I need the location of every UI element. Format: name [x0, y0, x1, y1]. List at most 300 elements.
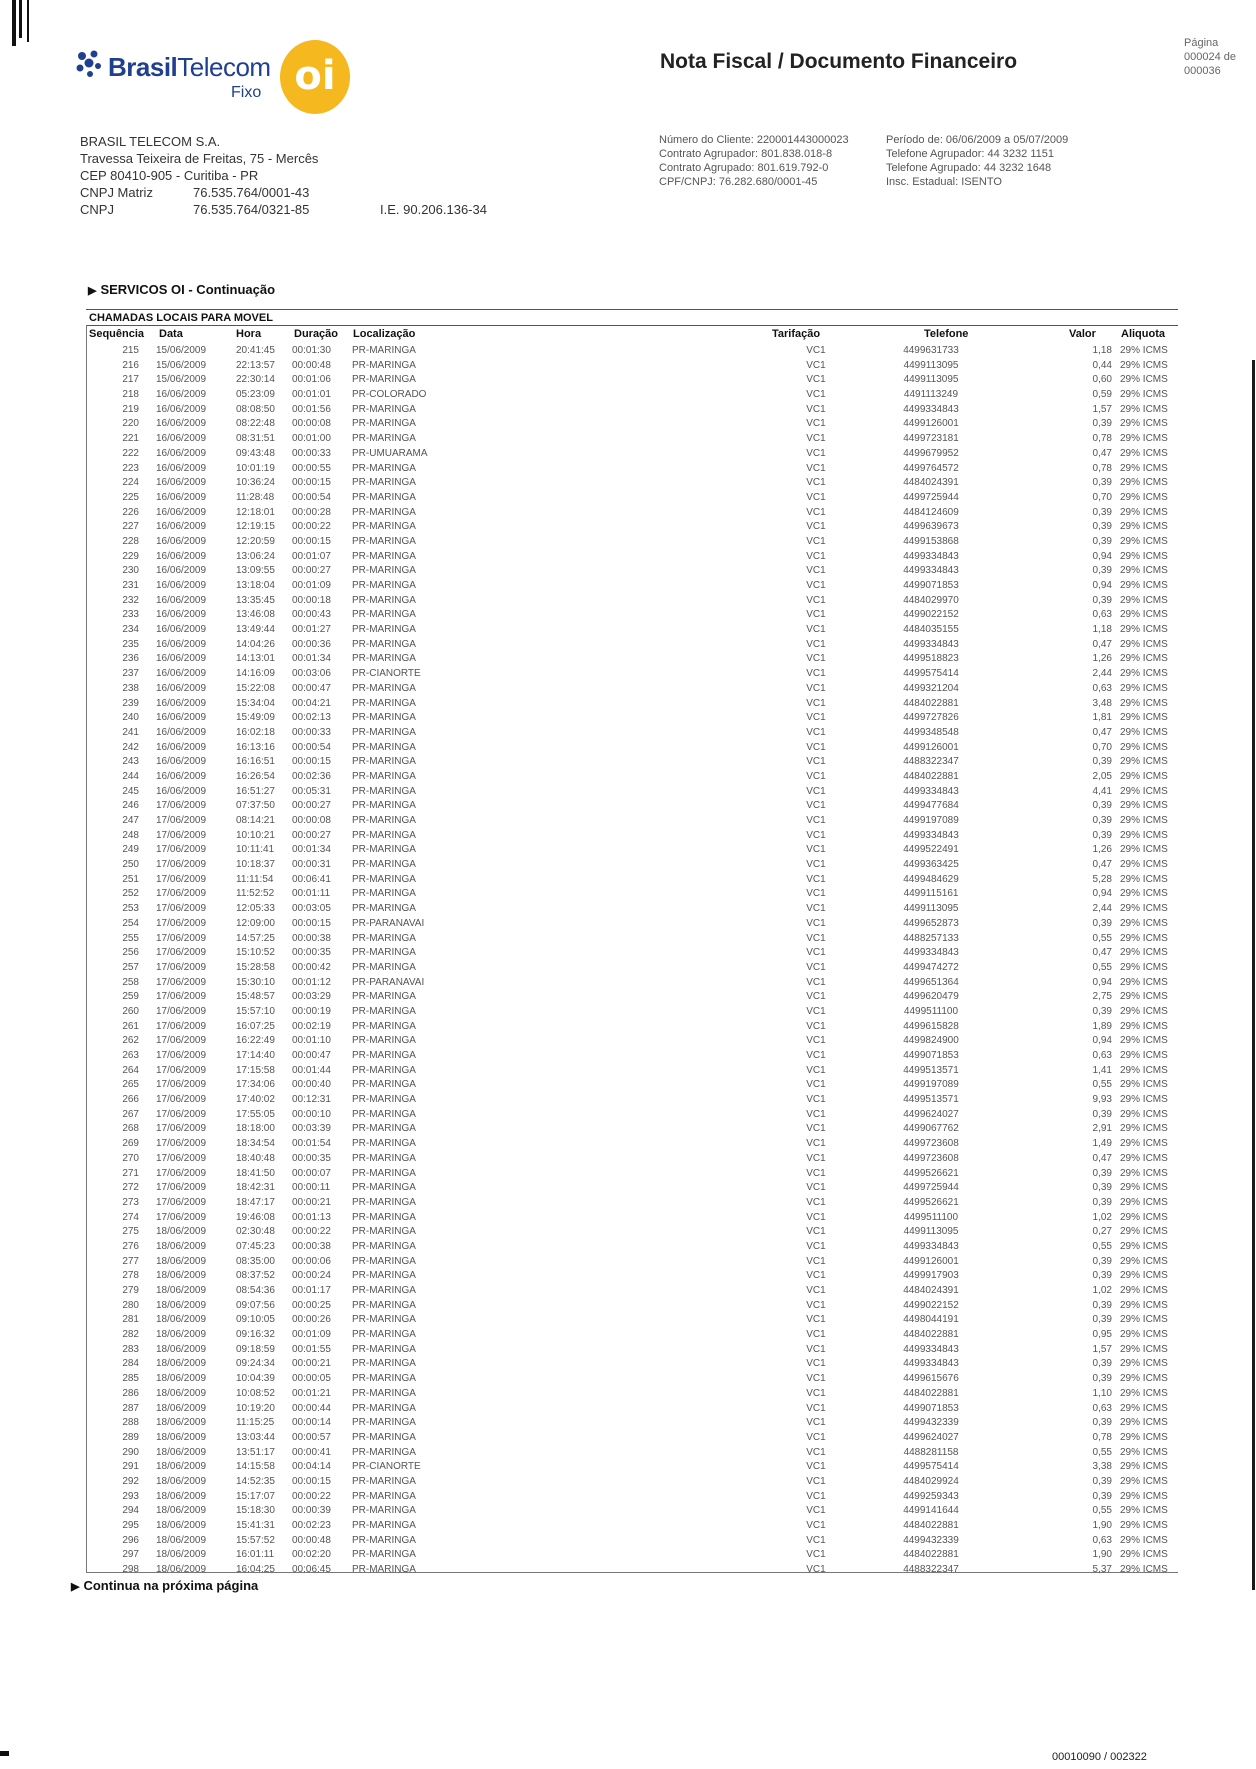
call-date: 15/06/2009 [156, 345, 207, 356]
call-value: 0,70 [1092, 491, 1112, 503]
call-date: 16/06/2009 [156, 726, 207, 738]
call-location: PR-MARINGA [352, 859, 416, 871]
call-date: 16/06/2009 [156, 682, 207, 694]
call-hour: 15:57:52 [236, 1534, 275, 1546]
call-value: 0,55 [1092, 1079, 1112, 1091]
call-value: 0,47 [1092, 447, 1112, 459]
call-hour: 08:22:48 [236, 418, 275, 430]
call-phone: 4499484629 [903, 873, 959, 885]
call-value: 0,70 [1092, 741, 1112, 753]
call-duration: 00:00:47 [292, 682, 331, 694]
calls-table [86, 344, 1178, 1578]
table-row [86, 403, 1178, 418]
call-hour: 08:54:36 [236, 1285, 275, 1296]
call-hour: 10:19:20 [236, 1402, 275, 1414]
call-hour: 13:06:24 [236, 550, 275, 562]
call-duration: 00:00:41 [292, 1446, 331, 1458]
call-rate: 29% ICMS [1120, 1240, 1168, 1252]
call-rate: 29% ICMS [1120, 594, 1168, 606]
call-phone: 4499651364 [903, 976, 959, 988]
call-value: 0,47 [1092, 1152, 1112, 1164]
table-row [86, 1064, 1178, 1079]
call-rate: 29% ICMS [1120, 1505, 1168, 1517]
call-phone: 4499723181 [903, 433, 959, 445]
call-rate: 29% ICMS [1120, 1549, 1168, 1561]
call-rate: 29% ICMS [1120, 976, 1168, 988]
call-value: 1,90 [1092, 1520, 1112, 1531]
call-tariff: VC1 [806, 800, 826, 812]
call-sequence: 251 [122, 873, 139, 885]
call-sequence: 217 [122, 374, 139, 386]
call-hour: 15:17:07 [236, 1490, 275, 1502]
call-duration: 00:00:15 [292, 1475, 331, 1487]
table-row [86, 887, 1178, 902]
call-value: 1,57 [1092, 403, 1112, 415]
call-tariff: VC1 [806, 697, 826, 709]
call-duration: 00:00:15 [292, 756, 331, 768]
call-location: PR-COLORADO [352, 389, 427, 401]
call-sequence: 260 [122, 1005, 139, 1017]
call-location: PR-MARINGA [352, 873, 416, 885]
call-date: 17/06/2009 [156, 947, 207, 959]
call-rate: 29% ICMS [1120, 1182, 1168, 1194]
call-tariff: VC1 [806, 491, 826, 503]
company-address: Travessa Teixeira de Freitas, 75 - Mercês [80, 151, 319, 166]
call-phone: 4499334843 [903, 785, 959, 797]
call-rate: 29% ICMS [1120, 1431, 1168, 1443]
call-sequence: 290 [122, 1446, 139, 1458]
call-tariff: VC1 [806, 403, 826, 415]
table-row [86, 1196, 1178, 1211]
table-row [86, 388, 1178, 403]
call-duration: 00:00:25 [292, 1299, 331, 1311]
call-phone: 4499126001 [903, 418, 959, 430]
call-sequence: 283 [122, 1343, 139, 1355]
call-date: 18/06/2009 [156, 1549, 207, 1561]
call-rate: 29% ICMS [1120, 682, 1168, 694]
call-date: 16/06/2009 [156, 697, 207, 709]
call-tariff: VC1 [806, 1005, 826, 1017]
call-tariff: VC1 [806, 550, 826, 562]
call-date: 17/06/2009 [156, 1211, 207, 1223]
call-phone: 4499334843 [903, 829, 959, 841]
call-tariff: VC1 [806, 1490, 826, 1502]
call-phone: 4499153868 [903, 535, 959, 547]
call-duration: 00:01:10 [292, 1035, 331, 1047]
call-date: 16/06/2009 [156, 580, 207, 591]
call-rate: 29% ICMS [1120, 1343, 1168, 1355]
call-duration: 00:00:08 [292, 418, 331, 430]
call-date: 16/06/2009 [156, 535, 207, 547]
call-location: PR-MARINGA [352, 1035, 416, 1047]
call-rate: 29% ICMS [1120, 653, 1168, 665]
call-duration: 00:00:33 [292, 726, 331, 738]
call-rate: 29% ICMS [1120, 1167, 1168, 1179]
table-row [86, 373, 1178, 388]
company-cep: CEP 80410-905 - Curitiba - PR [80, 168, 259, 183]
call-date: 17/06/2009 [156, 1123, 207, 1135]
call-location: PR-MARINGA [352, 829, 416, 841]
call-value: 3,48 [1092, 697, 1112, 709]
call-rate: 29% ICMS [1120, 741, 1168, 753]
call-tariff: VC1 [806, 1123, 826, 1135]
call-tariff: VC1 [806, 624, 826, 636]
call-date: 16/06/2009 [156, 741, 207, 753]
table-row [86, 520, 1178, 535]
call-sequence: 258 [122, 976, 139, 988]
call-rate: 29% ICMS [1120, 1138, 1168, 1150]
call-hour: 10:08:52 [236, 1387, 275, 1399]
call-hour: 16:51:27 [236, 785, 275, 797]
call-duration: 00:00:21 [292, 1196, 331, 1208]
table-row [86, 1475, 1178, 1490]
call-sequence: 227 [122, 521, 139, 533]
call-tariff: VC1 [806, 1285, 826, 1296]
call-rate: 29% ICMS [1120, 535, 1168, 547]
call-value: 2,91 [1092, 1123, 1112, 1135]
call-rate: 29% ICMS [1120, 668, 1168, 680]
call-phone: 4499575414 [903, 1461, 959, 1473]
call-phone: 4499115161 [903, 888, 959, 900]
table-row [86, 873, 1178, 888]
table-row [86, 1357, 1178, 1372]
call-sequence: 242 [122, 741, 139, 753]
call-value: 0,55 [1092, 961, 1112, 973]
call-date: 16/06/2009 [156, 653, 207, 665]
col-header-value: Valor [1069, 328, 1096, 340]
call-duration: 00:01:27 [292, 624, 331, 636]
call-location: PR-CIANORTE [352, 1461, 421, 1473]
call-sequence: 240 [122, 712, 139, 724]
call-rate: 29% ICMS [1120, 888, 1168, 900]
call-sequence: 266 [122, 1094, 139, 1106]
call-rate: 29% ICMS [1120, 1446, 1168, 1458]
call-value: 0,78 [1092, 433, 1112, 445]
call-location: PR-MARINGA [352, 1387, 416, 1399]
call-hour: 14:04:26 [236, 638, 275, 650]
table-row [86, 785, 1178, 800]
call-phone: 4499126001 [903, 1255, 959, 1267]
call-hour: 11:15:25 [236, 1417, 275, 1429]
table-row [86, 564, 1178, 579]
call-tariff: VC1 [806, 638, 826, 650]
call-location: PR-MARINGA [352, 1196, 416, 1208]
call-value: 0,55 [1092, 1240, 1112, 1252]
call-duration: 00:03:39 [292, 1123, 331, 1135]
call-hour: 12:20:59 [236, 535, 275, 547]
call-date: 18/06/2009 [156, 1373, 207, 1385]
call-hour: 13:46:08 [236, 609, 275, 621]
call-tariff: VC1 [806, 1270, 826, 1282]
call-phone: 4499334843 [903, 638, 959, 650]
call-value: 0,39 [1092, 535, 1112, 547]
call-tariff: VC1 [806, 1505, 826, 1517]
call-value: 0,47 [1092, 859, 1112, 871]
call-phone: 4499334843 [903, 550, 959, 562]
page-number [1184, 36, 1248, 78]
call-tariff: VC1 [806, 1152, 826, 1164]
table-row [86, 1460, 1178, 1475]
call-phone: 4499334843 [903, 403, 959, 415]
call-date: 17/06/2009 [156, 829, 207, 841]
call-phone: 4499522491 [903, 844, 959, 856]
divider [86, 309, 1178, 310]
call-duration: 00:00:15 [292, 535, 331, 547]
call-date: 17/06/2009 [156, 1108, 207, 1120]
call-rate: 29% ICMS [1120, 1285, 1168, 1296]
call-phone: 4499113095 [903, 359, 959, 371]
call-rate: 29% ICMS [1120, 345, 1168, 356]
call-date: 17/06/2009 [156, 873, 207, 885]
call-value: 1,49 [1092, 1138, 1112, 1150]
call-tariff: VC1 [806, 976, 826, 988]
call-rate: 29% ICMS [1120, 903, 1168, 915]
call-phone: 4488257133 [903, 932, 959, 944]
call-tariff: VC1 [806, 374, 826, 386]
call-phone: 4491113249 [903, 389, 959, 401]
call-sequence: 248 [122, 829, 139, 841]
call-hour: 12:05:33 [236, 903, 275, 915]
call-sequence: 268 [122, 1123, 139, 1135]
col-header-tariff: Tarifação [772, 328, 821, 340]
call-phone: 4499022152 [903, 609, 959, 621]
call-date: 16/06/2009 [156, 712, 207, 724]
table-row [86, 1269, 1178, 1284]
call-sequence: 280 [122, 1299, 139, 1311]
call-phone: 4499575414 [903, 668, 959, 680]
call-date: 16/06/2009 [156, 491, 207, 503]
call-sequence: 286 [122, 1387, 139, 1399]
call-location: PR-MARINGA [352, 785, 416, 797]
call-tariff: VC1 [806, 1050, 826, 1061]
cnpj-matriz: 76.535.764/0001-43 [193, 185, 310, 200]
table-row [86, 682, 1178, 697]
call-value: 0,63 [1092, 609, 1112, 621]
call-hour: 12:19:15 [236, 521, 275, 533]
call-sequence: 216 [122, 359, 139, 371]
call-phone: 4499824900 [903, 1035, 959, 1047]
call-value: 0,39 [1092, 1196, 1112, 1208]
call-rate: 29% ICMS [1120, 1299, 1168, 1311]
client-number: Número do Cliente: 220001443000023 [659, 134, 849, 146]
call-hour: 16:01:11 [236, 1549, 275, 1561]
call-location: PR-MARINGA [352, 1402, 416, 1414]
call-phone: 4488322347 [903, 1564, 959, 1576]
call-date: 17/06/2009 [156, 1020, 207, 1032]
call-value: 0,39 [1092, 506, 1112, 518]
call-date: 17/06/2009 [156, 991, 207, 1003]
call-rate: 29% ICMS [1120, 1196, 1168, 1208]
call-sequence: 224 [122, 477, 139, 489]
call-hour: 10:01:19 [236, 462, 275, 474]
call-value: 0,39 [1092, 1005, 1112, 1017]
call-date: 17/06/2009 [156, 800, 207, 812]
call-sequence: 250 [122, 859, 139, 871]
call-location: PR-MARINGA [352, 594, 416, 606]
call-value: 0,60 [1092, 374, 1112, 386]
call-location: PR-MARINGA [352, 1446, 416, 1458]
call-sequence: 241 [122, 726, 139, 738]
call-duration: 00:00:22 [292, 1490, 331, 1502]
subsection-title: CHAMADAS LOCAIS PARA MOVEL [89, 312, 273, 324]
call-value: 0,39 [1092, 1108, 1112, 1120]
call-tariff: VC1 [806, 521, 826, 533]
call-date: 16/06/2009 [156, 624, 207, 636]
call-hour: 14:52:35 [236, 1475, 275, 1487]
table-row [86, 1328, 1178, 1343]
call-duration: 00:00:24 [292, 1270, 331, 1282]
call-hour: 18:40:48 [236, 1152, 275, 1164]
call-phone: 4484022881 [903, 1387, 959, 1399]
call-duration: 00:01:01 [292, 389, 331, 401]
table-row [86, 1078, 1178, 1093]
call-rate: 29% ICMS [1120, 1520, 1168, 1531]
call-phone: 4499334843 [903, 1240, 959, 1252]
call-location: PR-MARINGA [352, 374, 416, 386]
continue-note [71, 1578, 258, 1593]
call-sequence: 272 [122, 1182, 139, 1194]
call-tariff: VC1 [806, 844, 826, 856]
call-sequence: 245 [122, 785, 139, 797]
call-value: 0,47 [1092, 638, 1112, 650]
call-phone: 4499620479 [903, 991, 959, 1003]
table-row [86, 1137, 1178, 1152]
call-duration: 00:00:35 [292, 1152, 331, 1164]
call-hour: 15:57:10 [236, 1005, 275, 1017]
call-rate: 29% ICMS [1120, 932, 1168, 944]
call-rate: 29% ICMS [1120, 389, 1168, 401]
call-rate: 29% ICMS [1120, 1255, 1168, 1267]
call-rate: 29% ICMS [1120, 815, 1168, 826]
table-row [86, 1181, 1178, 1196]
call-date: 17/06/2009 [156, 1167, 207, 1179]
call-rate: 29% ICMS [1120, 1211, 1168, 1223]
call-sequence: 259 [122, 991, 139, 1003]
table-row [86, 843, 1178, 858]
call-duration: 00:00:48 [292, 1534, 331, 1546]
table-row [86, 1372, 1178, 1387]
call-rate: 29% ICMS [1120, 609, 1168, 621]
call-tariff: VC1 [806, 682, 826, 694]
call-phone: 4499526621 [903, 1196, 959, 1208]
call-date: 18/06/2009 [156, 1505, 207, 1517]
document-title: Nota Fiscal / Documento Financeiro [660, 50, 1018, 73]
call-sequence: 269 [122, 1138, 139, 1150]
call-duration: 00:00:36 [292, 638, 331, 650]
call-rate: 29% ICMS [1120, 917, 1168, 929]
call-hour: 15:49:09 [236, 712, 275, 724]
call-duration: 00:01:00 [292, 433, 331, 445]
col-header-hour: Hora [236, 328, 262, 340]
call-duration: 00:04:21 [292, 697, 331, 709]
call-hour: 18:34:54 [236, 1138, 275, 1150]
call-value: 2,44 [1092, 903, 1112, 915]
call-date: 17/06/2009 [156, 961, 207, 973]
call-tariff: VC1 [806, 712, 826, 724]
call-hour: 11:52:52 [236, 888, 275, 900]
call-hour: 14:13:01 [236, 653, 275, 665]
call-tariff: VC1 [806, 1182, 826, 1194]
call-rate: 29% ICMS [1120, 859, 1168, 871]
call-rate: 29% ICMS [1120, 418, 1168, 430]
call-date: 17/06/2009 [156, 1152, 207, 1164]
call-value: 2,75 [1092, 991, 1112, 1003]
call-sequence: 223 [122, 462, 139, 474]
call-value: 1,02 [1092, 1211, 1112, 1223]
call-value: 5,37 [1092, 1564, 1112, 1576]
call-sequence: 265 [122, 1079, 139, 1091]
call-phone: 4484029924 [903, 1475, 959, 1487]
call-rate: 29% ICMS [1120, 991, 1168, 1003]
call-date: 16/06/2009 [156, 609, 207, 621]
call-hour: 08:14:21 [236, 815, 275, 826]
call-duration: 00:01:56 [292, 403, 331, 415]
call-tariff: VC1 [806, 609, 826, 621]
call-sequence: 288 [122, 1417, 139, 1429]
call-tariff: VC1 [806, 462, 826, 474]
call-date: 17/06/2009 [156, 888, 207, 900]
call-duration: 00:00:43 [292, 609, 331, 621]
call-location: PR-MARINGA [352, 359, 416, 371]
col-header-phone: Telefone [924, 328, 969, 340]
call-rate: 29% ICMS [1120, 1534, 1168, 1546]
call-date: 17/06/2009 [156, 1196, 207, 1208]
call-value: 0,47 [1092, 726, 1112, 738]
call-hour: 18:42:31 [236, 1182, 275, 1194]
call-duration: 00:00:42 [292, 961, 331, 973]
page-label: Página [1184, 37, 1219, 49]
call-hour: 15:10:52 [236, 947, 275, 959]
call-rate: 29% ICMS [1120, 1461, 1168, 1473]
call-phone: 4499513571 [903, 1064, 959, 1076]
call-value: 1,10 [1092, 1387, 1112, 1399]
call-duration: 00:12:31 [292, 1094, 331, 1106]
call-date: 18/06/2009 [156, 1475, 207, 1487]
call-phone: 4499022152 [903, 1299, 959, 1311]
call-date: 18/06/2009 [156, 1402, 207, 1414]
call-location: PR-MARINGA [352, 1373, 416, 1385]
call-value: 0,39 [1092, 1299, 1112, 1311]
call-rate: 29% ICMS [1120, 403, 1168, 415]
call-sequence: 233 [122, 609, 139, 621]
table-row [86, 829, 1178, 844]
table-row [86, 711, 1178, 726]
call-value: 1,18 [1092, 624, 1112, 636]
call-location: PR-MARINGA [352, 844, 416, 856]
cnpj-label: CNPJ [80, 202, 114, 217]
call-date: 18/06/2009 [156, 1343, 207, 1355]
call-tariff: VC1 [806, 594, 826, 606]
call-location: PR-MARINGA [352, 1358, 416, 1370]
call-duration: 00:00:19 [292, 1005, 331, 1017]
call-duration: 00:00:40 [292, 1079, 331, 1091]
call-location: PR-MARINGA [352, 462, 416, 474]
call-hour: 09:18:59 [236, 1343, 275, 1355]
call-tariff: VC1 [806, 1108, 826, 1120]
call-duration: 00:00:05 [292, 1373, 331, 1385]
call-sequence: 247 [122, 815, 139, 826]
call-location: PR-MARINGA [352, 741, 416, 753]
call-duration: 00:00:27 [292, 565, 331, 577]
table-row [86, 1255, 1178, 1270]
call-sequence: 237 [122, 668, 139, 680]
call-duration: 00:00:22 [292, 521, 331, 533]
call-phone: 4499259343 [903, 1490, 959, 1502]
call-location: PR-MARINGA [352, 1431, 416, 1443]
call-hour: 15:28:58 [236, 961, 275, 973]
call-value: 2,44 [1092, 668, 1112, 680]
client-insc-estadual: Insc. Estadual: ISENTO [886, 176, 1002, 188]
